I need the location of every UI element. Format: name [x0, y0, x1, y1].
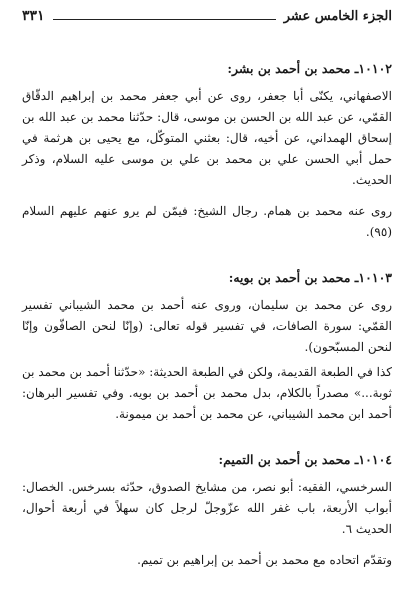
entry-10103 — [22, 269, 392, 425]
entry-10102 — [22, 60, 392, 243]
page-header — [22, 8, 392, 34]
page-number: ٣٣١ — [22, 8, 45, 24]
header-rule — [53, 18, 276, 20]
entry-paragraph: كذا في الطبعة القديمة، ولكن في الطبعة الحديثة: «حدّثنا أحمد بن محمد بن ثوبة...» مصدراً بالكلام، بدل محمد بن أحمد بن بويه. وفي تفسير البرهان: أحمد ابن محمد الشيباني، عن محمد بن أحمد بن ميمونة. — [22, 365, 392, 421]
running-title: الجزء الخامس عشر — [283, 9, 392, 24]
entry-paragraph: السرخسي، الفقيه: أبو نصر، من مشايخ الصدوق، حدّثه بسرخس. الخصال: أبواب الأربعة، باب غفر الله عزّوجلّ لرجل كان سهلاً في أربعة أحوال، الحديث ٦. — [22, 480, 392, 536]
entry-paragraph: روى عنه محمد بن همام. رجال الشيخ: فيمّن لم يرو عنهم عليهم السلام (٩٥). — [22, 204, 392, 239]
entry-title: ١٠١٠٤ـ محمد بن أحمد بن التميم: — [218, 452, 392, 467]
entry-title: ١٠١٠٢ـ محمد بن أحمد بن بشر: — [227, 61, 392, 76]
entry-10104 — [22, 451, 392, 571]
entry-paragraph: روى عن محمد بن سليمان، وروى عنه أحمد بن محمد الشيباني تفسير القمّي: سورة الصافات، في تفسير قوله تعالى: (وإنّا لنحن الصافّون وإنّا لنحن المسبّحون). — [22, 298, 392, 354]
entry-paragraph: وتقدّم اتحاده مع محمد بن أحمد بن إبراهيم بن تميم. — [137, 553, 392, 567]
entry-title: ١٠١٠٣ـ محمد بن أحمد بن بويه: — [228, 270, 392, 285]
entry-paragraph: الاصفهاني، يكنّى أبا جعفر، روى عن أبي جعفر محمد بن إبراهيم الدقّاق القمّي، عن عبد الله بن الحسن بن موسى، قال: حدّثنا محمد بن عبد الله بن إسحاق الهمداني، عن أخيه، قال: بعثني المتوكّل، مع يحيى بن هرثمة في حمل أبي الحسن علي بن محمد بن علي بن موسى عليه السلام، وذكر الحديث. — [22, 89, 392, 187]
